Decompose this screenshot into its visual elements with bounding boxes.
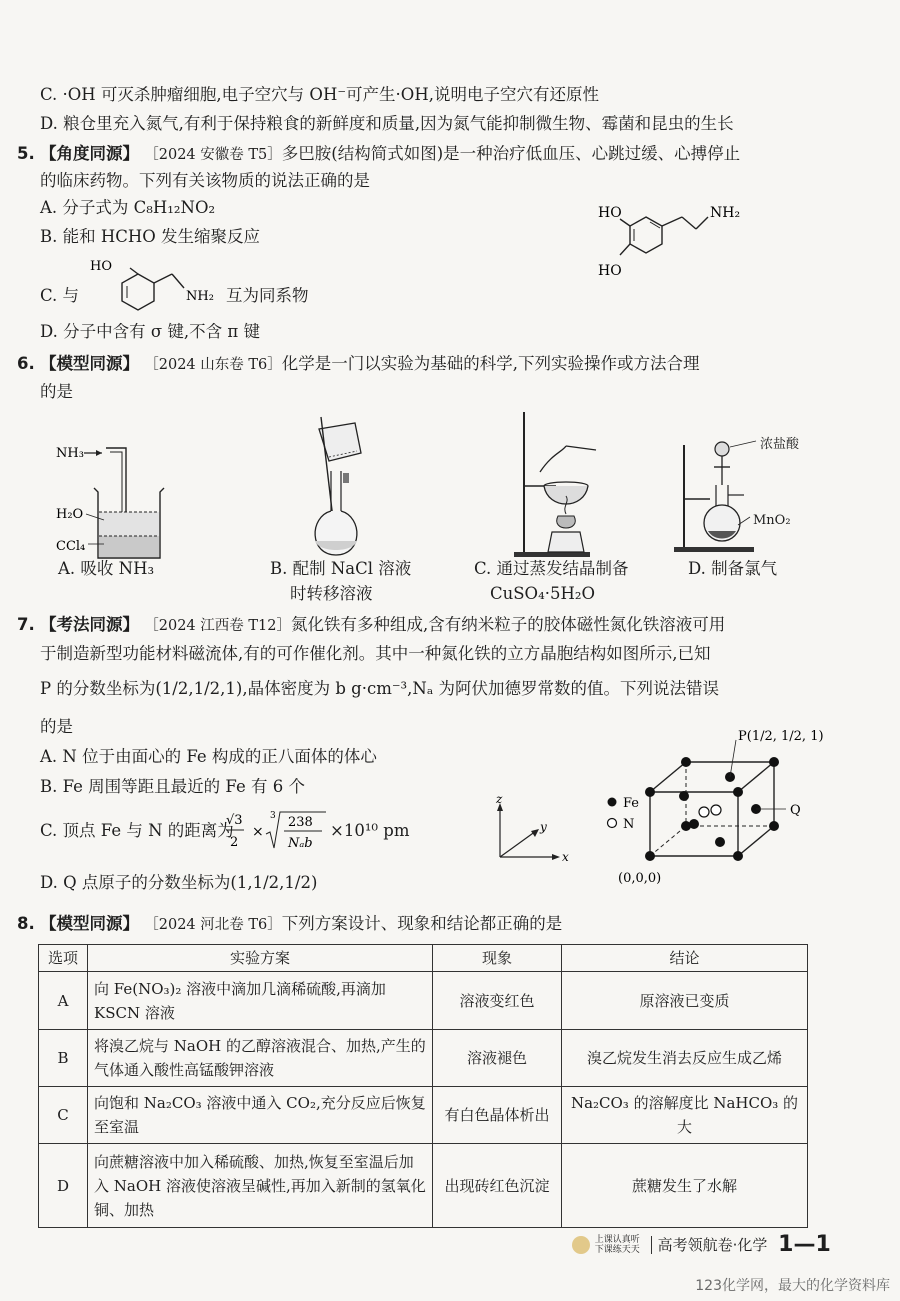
q7-stem2: 于制造新型功能材料磁流体,有的可作催化剂。其中一种氮化铁的立方晶胞结构如图所示,已知 [40, 644, 711, 663]
row-phenomenon: 有白色晶体析出 [433, 1087, 562, 1144]
formula-den: Nₐb [288, 836, 313, 851]
fe-atom [715, 837, 725, 847]
q5-option-a: A. 分子式为 C₈H₁₂NO₂ [40, 198, 216, 217]
q7-option-d-post: ) [310, 873, 318, 892]
formula-mass: 238 [288, 815, 313, 830]
fe-atom [681, 757, 691, 767]
q7-crystal-cell [610, 722, 840, 892]
q7-stem3 [40, 678, 719, 700]
q8-stem-line [17, 913, 562, 936]
formula-times: × [252, 824, 264, 840]
apparatus-b-volumetric-flask [295, 413, 385, 558]
q5-tag: 【角度同源】 [40, 144, 139, 163]
footer-slogan2: 下课练天天 [594, 1244, 640, 1255]
q6-caption-c1: C. 通过蒸发结晶制备 [474, 559, 629, 578]
q6-caption-b1: B. 配制 NaCl 溶液 [270, 559, 412, 578]
dopamine-nh2: NH₂ [710, 205, 741, 221]
q5-option-d: D. 分子中含有 σ 键,不含 π 键 [40, 322, 260, 341]
fe-atom [733, 851, 743, 861]
row-conclusion: 原溶液已变质 [562, 972, 808, 1030]
q7-option-c-post: ×10¹⁰ pm [330, 821, 410, 840]
q6-stem-line1 [17, 353, 700, 376]
q7-option-d-pre: D. Q 点原子的分数坐标为(1, [40, 873, 253, 892]
fe-atom [733, 787, 743, 797]
mascot-icon [572, 1236, 590, 1254]
footer-slogan1: 上课认真听 [594, 1234, 640, 1245]
table-row [39, 1087, 808, 1144]
q8-tag: 【模型同源】 [40, 914, 139, 933]
q7-number: 7. [17, 615, 35, 634]
row-plan: 向蔗糖溶液中加入稀硫酸、加热,恢复至室温后加入 NaOH 溶液使溶液呈碱性,再加入新制的氢氧化铜、加热 [88, 1144, 433, 1228]
row-option: D [39, 1144, 88, 1228]
n-atom [699, 807, 709, 817]
apparatus-c-evaporation [510, 410, 610, 558]
q7-stem3-pre: P 的分数坐标为( [40, 679, 162, 698]
origin-label: (0,0,0) [618, 871, 662, 886]
header-option: 选项 [39, 945, 88, 972]
fe-atom [689, 819, 699, 829]
q6-caption-a: A. 吸收 NH₃ [58, 559, 155, 578]
q7-stem3-post: ,1),晶体密度为 b g·cm⁻³,Nₐ 为阿伏加德罗常数的值。下列说法错误 [220, 679, 719, 698]
q5-number: 5. [17, 144, 35, 163]
q8-number: 8. [17, 914, 35, 933]
svg-text:3: 3 [270, 811, 276, 821]
q5-stem-line1 [17, 143, 740, 166]
q5-source: ［2024 安徽卷 T5］ [144, 147, 282, 163]
fe-atom [769, 821, 779, 831]
axis-y-label: y [540, 820, 547, 834]
apparatus-a-ccl4-label: CCl₄ [56, 539, 86, 554]
q7-stem-line1 [17, 614, 725, 637]
q7-option-c-formula [222, 806, 330, 854]
q7-option-c-pre: C. 顶点 Fe 与 N 的距离为 [40, 821, 234, 840]
q5-option-c-molecule [80, 252, 230, 314]
table-header-row [39, 945, 808, 972]
table-row [39, 1144, 808, 1228]
q5-option-c-pre: C. 与 [40, 286, 80, 305]
n-atom [711, 805, 721, 815]
q5-option-b: B. 能和 HCHO 发生缩聚反应 [40, 227, 261, 246]
q6-stem2: 的是 [40, 382, 73, 401]
site-watermark: 123化学网，最大的化学资料库 [695, 1278, 890, 1294]
p-label: P(1/2, 1/2, 1) [738, 729, 824, 744]
row-plan: 向饱和 Na₂CO₃ 溶液中通入 CO₂,充分反应后恢复至室温 [88, 1087, 433, 1144]
apparatus-d-mno2-label: MnO₂ [753, 513, 791, 528]
q7-option-d-frac2: 1/2 [284, 873, 311, 892]
apparatus-a-beaker [50, 440, 180, 565]
q7-axes [490, 795, 580, 870]
q8-table [38, 944, 808, 1228]
q5-stem2: 的临床药物。下列有关该物质的说法正确的是 [40, 171, 370, 190]
q7-stem3-frac1: 1/2 [161, 679, 189, 698]
apparatus-a-h2o-label: H₂O [56, 507, 84, 522]
row-phenomenon: 溶液褪色 [433, 1030, 562, 1087]
q6-tag: 【模型同源】 [40, 354, 139, 373]
q7-stem3-frac2: 1/2 [193, 679, 221, 698]
legend-fe: Fe [623, 796, 640, 811]
fe-atom [645, 851, 655, 861]
row-option: C [39, 1087, 88, 1144]
q5-c-mol-ho: HO [90, 259, 112, 274]
row-conclusion: Na₂CO₃ 的溶解度比 NaHCO₃ 的大 [562, 1087, 808, 1144]
table-row [39, 1030, 808, 1087]
row-plan: 向 Fe(NO₃)₂ 溶液中滴加几滴稀硫酸,再滴加 KSCN 溶液 [88, 972, 433, 1030]
q7-stem4: 的是 [40, 717, 73, 736]
q7-option-d-frac1: 1/2 [252, 873, 280, 892]
q6-stem1: 化学是一门以实验为基础的科学,下列实验操作或方法合理 [281, 354, 700, 373]
q8-source: ［2024 河北卷 T6］ [144, 917, 282, 933]
q6-caption-c2: CuSO₄·5H₂O [490, 584, 595, 603]
q7-stem1: 氮化铁有多种组成,含有纳米粒子的胶体磁性氮化铁溶液可用 [291, 615, 726, 634]
q4-option-c: C. ·OH 可灭杀肿瘤细胞,电子空穴与 OH⁻可产生·OH,说明电子空穴有还原性 [40, 85, 599, 104]
formula-sqrt3: √3 [226, 813, 243, 828]
axis-x-label: x [562, 850, 569, 864]
fe-atom [769, 757, 779, 767]
axis-z-label: z [496, 795, 503, 806]
footer-book-title: 高考领航卷·化学 [651, 1236, 768, 1254]
fe-atom [645, 787, 655, 797]
legend-n: N [623, 817, 635, 832]
row-plan: 将溴乙烷与 NaOH 的乙醇溶液混合、加热,产生的气体通入酸性高锰酸钾溶液 [88, 1030, 433, 1087]
q6-caption-d: D. 制备氯气 [688, 559, 778, 578]
row-conclusion: 溴乙烷发生消去反应生成乙烯 [562, 1030, 808, 1087]
footer-slogan [595, 1235, 640, 1255]
q6-source: ［2024 山东卷 T6］ [144, 357, 282, 373]
q5-option-c-post: 互为同系物 [226, 286, 309, 305]
row-conclusion: 蔗糖发生了水解 [562, 1144, 808, 1228]
row-option: A [39, 972, 88, 1030]
formula-two: 2 [230, 835, 239, 850]
q8-stem: 下列方案设计、现象和结论都正确的是 [281, 914, 563, 933]
q7-stem3-frac: 1/2,1/2 [161, 679, 221, 698]
q5-stem1: 多巴胺(结构简式如图)是一种治疗低血压、心跳过缓、心搏停止 [281, 144, 741, 163]
q7-option-a: A. N 位于由面心的 Fe 构成的正八面体的体心 [40, 747, 377, 766]
q6-caption-b2: 时转移溶液 [290, 584, 373, 603]
row-phenomenon: 溶液变红色 [433, 972, 562, 1030]
q7-source: ［2024 江西卷 T12］ [144, 618, 291, 634]
apparatus-a-nh3-label: NH₃ [56, 446, 84, 461]
page-footer [572, 1232, 831, 1257]
table-row [39, 972, 808, 1030]
page-number: 1—1 [778, 1232, 831, 1257]
dopamine-structure [590, 195, 790, 295]
dopamine-ho-bottom: HO [598, 263, 622, 279]
q7-tag: 【考法同源】 [40, 615, 139, 634]
header-conclusion: 结论 [562, 945, 808, 972]
q-label: Q [790, 803, 801, 818]
header-plan: 实验方案 [88, 945, 433, 972]
q7-option-d: D. Q 点原子的分数坐标为(1,1/2,1/2) [40, 873, 318, 892]
dopamine-ho-top: HO [598, 205, 622, 221]
row-option: B [39, 1030, 88, 1087]
q5-c-mol-nh2: NH₂ [186, 289, 214, 304]
header-phenomenon: 现象 [433, 945, 562, 972]
fe-atom [679, 791, 689, 801]
q4-option-d: D. 粮仓里充入氮气,有利于保持粮食的新鲜度和质量,因为氮气能抑制微生物、霉菌和昆虫的生长 [40, 114, 734, 133]
q7-option-b: B. Fe 周围等距且最近的 Fe 有 6 个 [40, 777, 305, 796]
row-phenomenon: 出现砖红色沉淀 [433, 1144, 562, 1228]
q6-number: 6. [17, 354, 35, 373]
apparatus-d-hcl-label: 浓盐酸 [760, 437, 800, 452]
